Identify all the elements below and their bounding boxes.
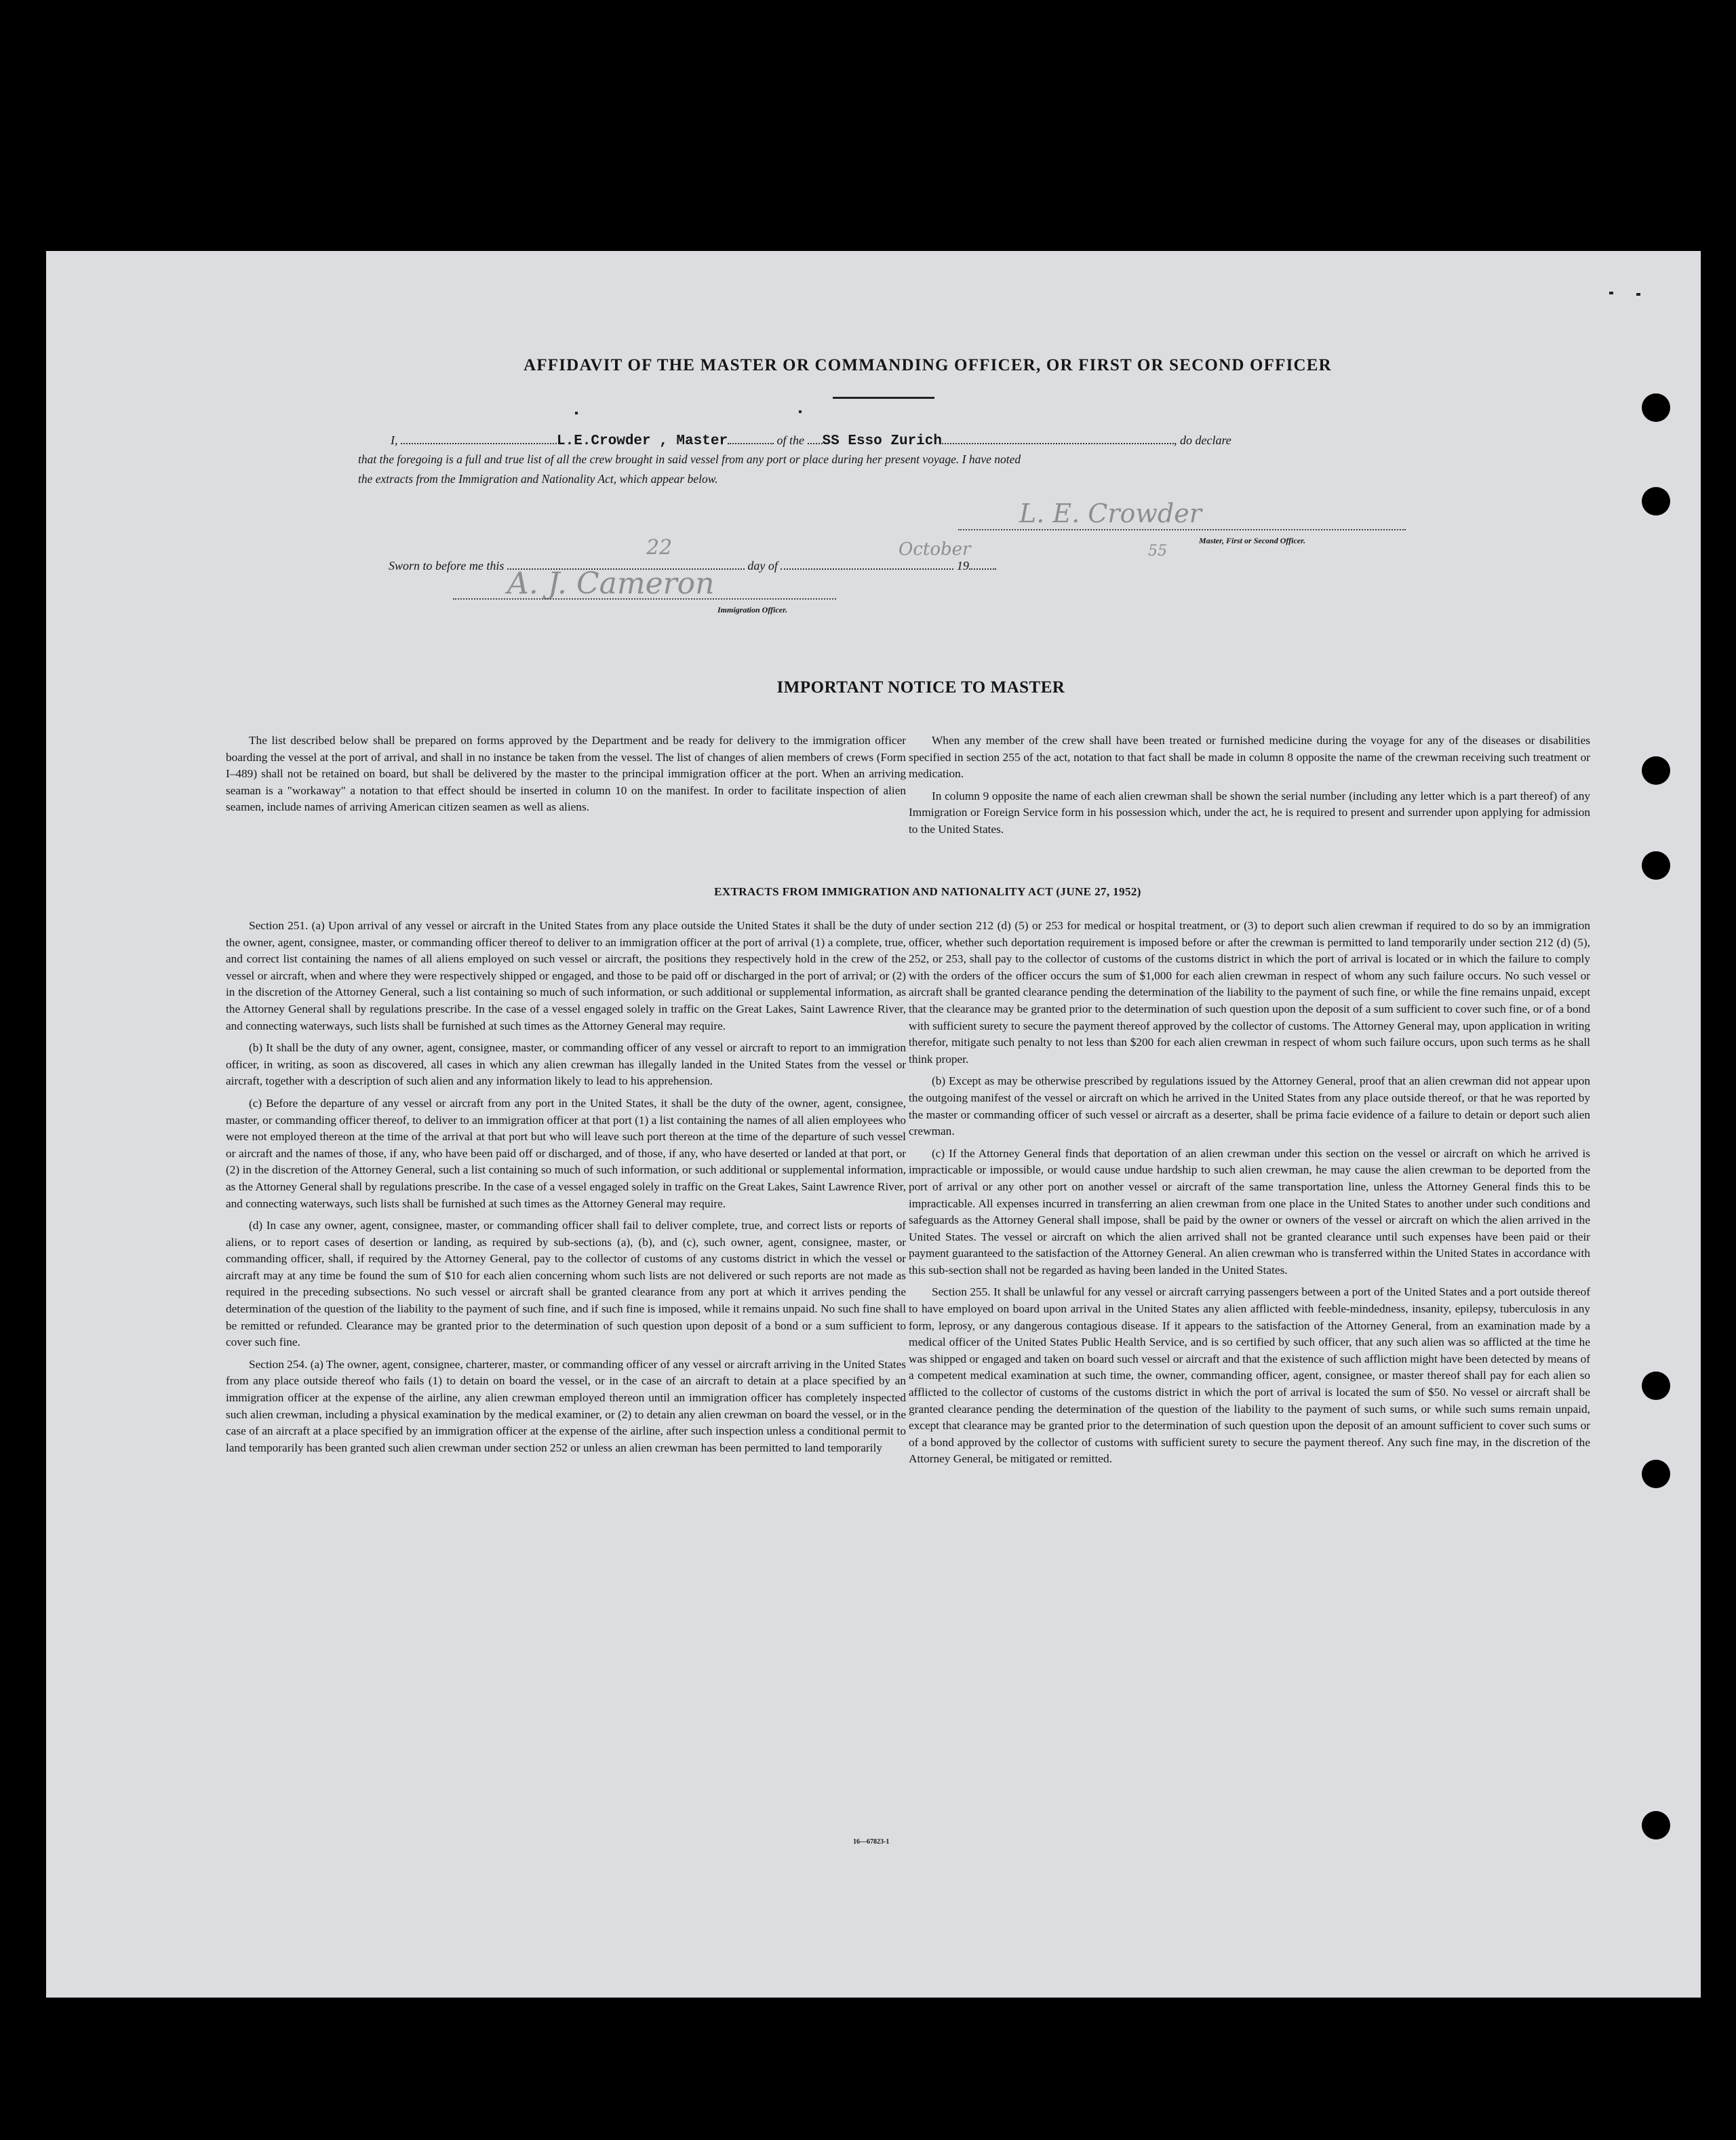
punch-hole: [1642, 756, 1670, 785]
vessel-name: SS Esso Zurich: [822, 433, 942, 449]
notice-left-column: [226, 733, 906, 821]
section-254-b: (b) Except as may be otherwise prescribed by regulations issued by the Attorney General, proof that an alien crewman did not appear upon the outgoing manifest of the vessel or aircraft on which he arrived in the United States from any place outside thereof, or that he was reported by the master or commanding officer of such vessel or aircraft as a deserter, shall be prima facie evidence of a failure to detain or deport such alien crewman.: [909, 1074, 1590, 1138]
section-251-d: (d) In case any owner, agent, consignee, master, or commanding officer shall fail to deliver complete, true, and correct lists or reports of aliens, or to report cases of desertion or landing, as required by sub-sections (a), (b), and (c), such owner, agent, consignee, master, or commanding officer, shall, if required by the Attorney General, pay to the collector of customs of any customs district in which the vessel or aircraft may at any time be found the sum of $10 for each alien concerning whom such lists are not delivered or such reports are not made as required in the preceding subsections. No such vessel or aircraft shall be granted clearance from any port at which it arrives pending the determination of the question of the liability to the payment of such fine, and if such fine is imposed, while it remains unpaid. No such fine shall be remitted or refunded. Clearance may be granted prior to the determination of such question upon deposit of a bond or a sum sufficient to cover such fine.: [226, 1219, 906, 1349]
scan-speck: [1609, 292, 1613, 294]
scan-speck: [799, 410, 802, 413]
notice-left-paragraph: The list described below shall be prepared on forms approved by the Department and be ready for delivery to the immigration officer boarding the vessel at the port of arrival, and shall in no instance be taken from the vessel. The list of changes of alien members of crews (Form I–489) shall not be retained on board, but shall be delivered by the master to the principal immigration officer at the port. When an arriving seaman is a "workaway" a notation to that effect should be inserted in column 10 on the manifest. In order to facilitate inspection of alien seamen, include names of arriving American citizen seamen as well as aliens.: [226, 734, 906, 814]
word-of-the: of the: [776, 433, 805, 447]
year-blank: [969, 555, 996, 570]
master-handwritten-signature: L. E. Crowder: [1019, 499, 1202, 528]
vessel-blank-tail: [942, 429, 1174, 444]
punch-hole: [1642, 487, 1670, 515]
declaration-text-2: the extracts from the Immigration and Nationality Act, which appear below.: [358, 472, 718, 486]
section-254-a-continued: under section 212 (d) (5) or 253 for medical or hospital treatment, or (3) to deport such alien crewman if required to do so by an immigration officer, whether such deportation requirement is imposed before or after the crewman is permitted to land temporarily under section 212 (d) (5), 252, or 253, shall pay to the collector of customs of the customs district in which the port of arrival is located or in which the failure to comply with the orders of the officer occurs the sum of $1,000 for each alien crewman in respect of whom any such failure occurs. No such vessel or aircraft shall be granted clearance pending the determination of the liability to the payment of such fine, or while the fine remains unpaid, except that the clearance may be granted prior to the determination of such question upon the deposit of a sum sufficient to cover such fine, or of a bond with sufficient surety to secure the payment thereof approved by the collector of customs. The Attorney General may, upon application in writing therefor, mitigate such penalty to not less than $200 for each alien crewman in respect of whom such failure occurs, upon such terms as he shall think proper.: [909, 919, 1590, 1066]
master-signature-label: Master, First or Second Officer.: [1199, 536, 1306, 545]
section-254-a: Section 254. (a) The owner, agent, consignee, charterer, master, or commanding officer of any vessel or aircraft arriving in the United States from any place outside thereof who fails (1) to detain on board the vessel, or in the case of an aircraft to detain at a place specified by an immigration officer at the expense of the airline, any alien crewman employed thereon until an immigration officer has completely inspected such alien crewman, including a physical examination by the medical examiner, or (2) to detain any alien crewman on board the vessel, or in the case of an aircraft at a place specified by an immigration officer at the expense of the airline, after such inspection unless a conditional permit to land temporarily has been granted such alien crewman under section 252 or unless an alien crewman has been permitted to land temporarily: [226, 1357, 907, 1454]
sworn-text: Sworn to before me this: [389, 559, 505, 572]
punch-hole: [1642, 851, 1670, 880]
day-of-text: day of: [747, 559, 778, 572]
name-blank-lead: [401, 429, 557, 444]
punch-hole: [1642, 1371, 1670, 1400]
scan-speck: [575, 412, 578, 414]
handwritten-month: October: [899, 539, 971, 560]
section-251-a: Section 251. (a) Upon arrival of any vessel or aircraft in the United States from any place outside the United States it shall be the duty of the owner, agent, consignee, master, or commanding officer thereof to deliver to an immigration officer at the port of arrival (1) a complete, true, and correct list containing the names of all aliens employed on such vessel or aircraft, the positions they respectively hold in the crew of the vessel or aircraft, when and where they were respectively shipped or engaged, and those to be paid off or discharged in the port of arrival; or (2) in the discretion of the Attorney General, such a list containing so much of such information, or such additional or supplemental information, as the Attorney General shall by regulations prescribe. In the case of a vessel engaged solely in traffic on the Great Lakes, Saint Lawrence River, and connecting waterways, such lists shall be furnished at such times as the Attorney General may require.: [226, 919, 906, 1032]
title-divider: [833, 397, 934, 399]
extracts-left-column: [226, 918, 906, 1462]
declaration-name-line: [391, 429, 1231, 449]
word-do-declare: , do declare: [1173, 433, 1231, 447]
notice-title: IMPORTANT NOTICE TO MASTER: [776, 678, 1065, 697]
name-blank-tail: [728, 429, 774, 444]
document-page: [46, 251, 1701, 1998]
form-code: 16—67823-1: [853, 1838, 890, 1846]
affidavit-title: AFFIDAVIT OF THE MASTER OR COMMANDING OFFICER, OR FIRST OR SECOND OFFICER: [524, 356, 1332, 374]
extracts-title: EXTRACTS FROM IMMIGRATION AND NATIONALITY ACT (JUNE 27, 1952): [714, 885, 1141, 898]
officer-signature-label: Immigration Officer.: [717, 605, 788, 615]
declaration-text-1: that the foregoing is a full and true list of all the crew brought in said vessel from any port or place during her present voyage. I have noted: [358, 452, 1021, 466]
officer-signature-line: [453, 598, 836, 600]
section-251-b: (b) It shall be the duty of any owner, agent, consignee, master, or commanding officer of any vessel or aircraft to report to an immigration officer, in writing, as soon as discovered, all cases in which any alien crewman has illegally landed in the United States from the vessel or aircraft, together with a description of such alien and any information likely to lead to his apprehension.: [226, 1041, 906, 1088]
handwritten-day: 22: [646, 536, 673, 560]
master-signature-line: [958, 529, 1406, 530]
handwritten-year: 55: [1148, 543, 1167, 560]
officer-handwritten-signature: A. J. Cameron: [507, 566, 715, 601]
word-i: I,: [391, 433, 398, 447]
notice-right-paragraph-1: When any member of the crew shall have been treated or furnished medicine during the voyage for any of the diseases or disabilities specified in section 255 of the act, notation to that fact shall be made in column 8 opposite the name of the crewman receiving such treatment or medication.: [909, 734, 1590, 781]
notice-right-paragraph-2: In column 9 opposite the name of each alien crewman shall be shown the serial number (including any letter which is a part thereof) of any Immigration or Foreign Service form in his possession which, under the act, he is required to present and surrender upon applying for admission to the United States.: [909, 789, 1590, 836]
notice-right-column: [909, 733, 1590, 844]
section-255: Section 255. It shall be unlawful for any vessel or aircraft carrying passengers between a port of the United States and a port outside thereof to have employed on board upon arrival in the United States any alien afflicted with feeble-mindedness, insanity, epilepsy, tuberculosis in any form, leprosy, or any dangerous contagious disease. If it appears to the satisfaction of the Attorney General, from an examination made by a medical officer of the United States Public Health Service, and is so certified by such officer, that any such alien was so afflicted at the time he was shipped or engaged and taken on board such vessel or aircraft and that the existence of such affliction might have been detected by means of a competent medical examination at such time, the owner, commanding officer, agent, consignee, or master thereof shall pay for each alien so afflicted to the collector of customs of the customs district in which the port of arrival is located the sum of $50. No vessel or aircraft shall be granted clearance pending the determination of the question of the liability to the payment of such sums, or while such sums remain unpaid, except that clearance may be granted prior to the determination of such question upon the deposit of an amount sufficient to cover such sums or of a bond approved by the collector of customs with sufficient surety to secure the payment thereof. Any such fine may, in the discretion of the Attorney General, be mitigated or remitted.: [909, 1285, 1590, 1466]
year-prefix: 19: [956, 559, 969, 572]
punch-hole: [1642, 1811, 1670, 1840]
section-254-c: (c) If the Attorney General finds that deportation of an alien crewman under this section on the vessel or aircraft on which he arrived is impracticable or impossible, or would cause undue hardship to such alien crewman, he may cause the alien crewman to be deported from the port of arrival or any other port on another vessel or aircraft of the same transportation line, unless the Attorney General finds this to be impracticable. All expenses incurred in transferring an alien crewman from one place in the United States to another under such conditions and safeguards as the Attorney General shall impose, shall be paid by the owner or owners of the vessel or aircraft on which the alien arrived in the United States. The vessel or aircraft on which the alien arrived shall not be granted clearance until such expenses have been paid or their payment guaranteed to the satisfaction of the Attorney General. An alien crewman who is transferred within the United States in accordance with this sub-section shall not be regarded as having been landed in the United States.: [909, 1146, 1590, 1277]
punch-hole: [1642, 1460, 1670, 1488]
section-251-c: (c) Before the departure of any vessel or aircraft from any port in the United States, it shall be the duty of the owner, agent, consignee, master, or commanding officer thereof, to deliver to an immigration officer at that port (1) a list containing the names of all alien employees who were not employed thereon at the time of the arrival at that port but who will leave such port thereon at the time of the departure of such vessel or aircraft and the names of those, if any, who have been paid off or discharged, and of those, if any, who have deserted or landed at that port, or (2) in the discretion of the Attorney General, such a list containing so much of such information, or such additional or supplemental information, as the Attorney General shall by regulations prescribe. In the case of a vessel engaged solely in traffic on the Great Lakes, Saint Lawrence River, and connecting waterways, such lists shall be furnished at such times as the Attorney General may require.: [226, 1096, 906, 1210]
extracts-right-column: [909, 918, 1590, 1473]
punch-hole: [1642, 393, 1670, 422]
master-name: L.E.Crowder , Master: [557, 433, 728, 449]
scan-speck: [1636, 293, 1640, 296]
vessel-blank-lead: [808, 429, 823, 444]
